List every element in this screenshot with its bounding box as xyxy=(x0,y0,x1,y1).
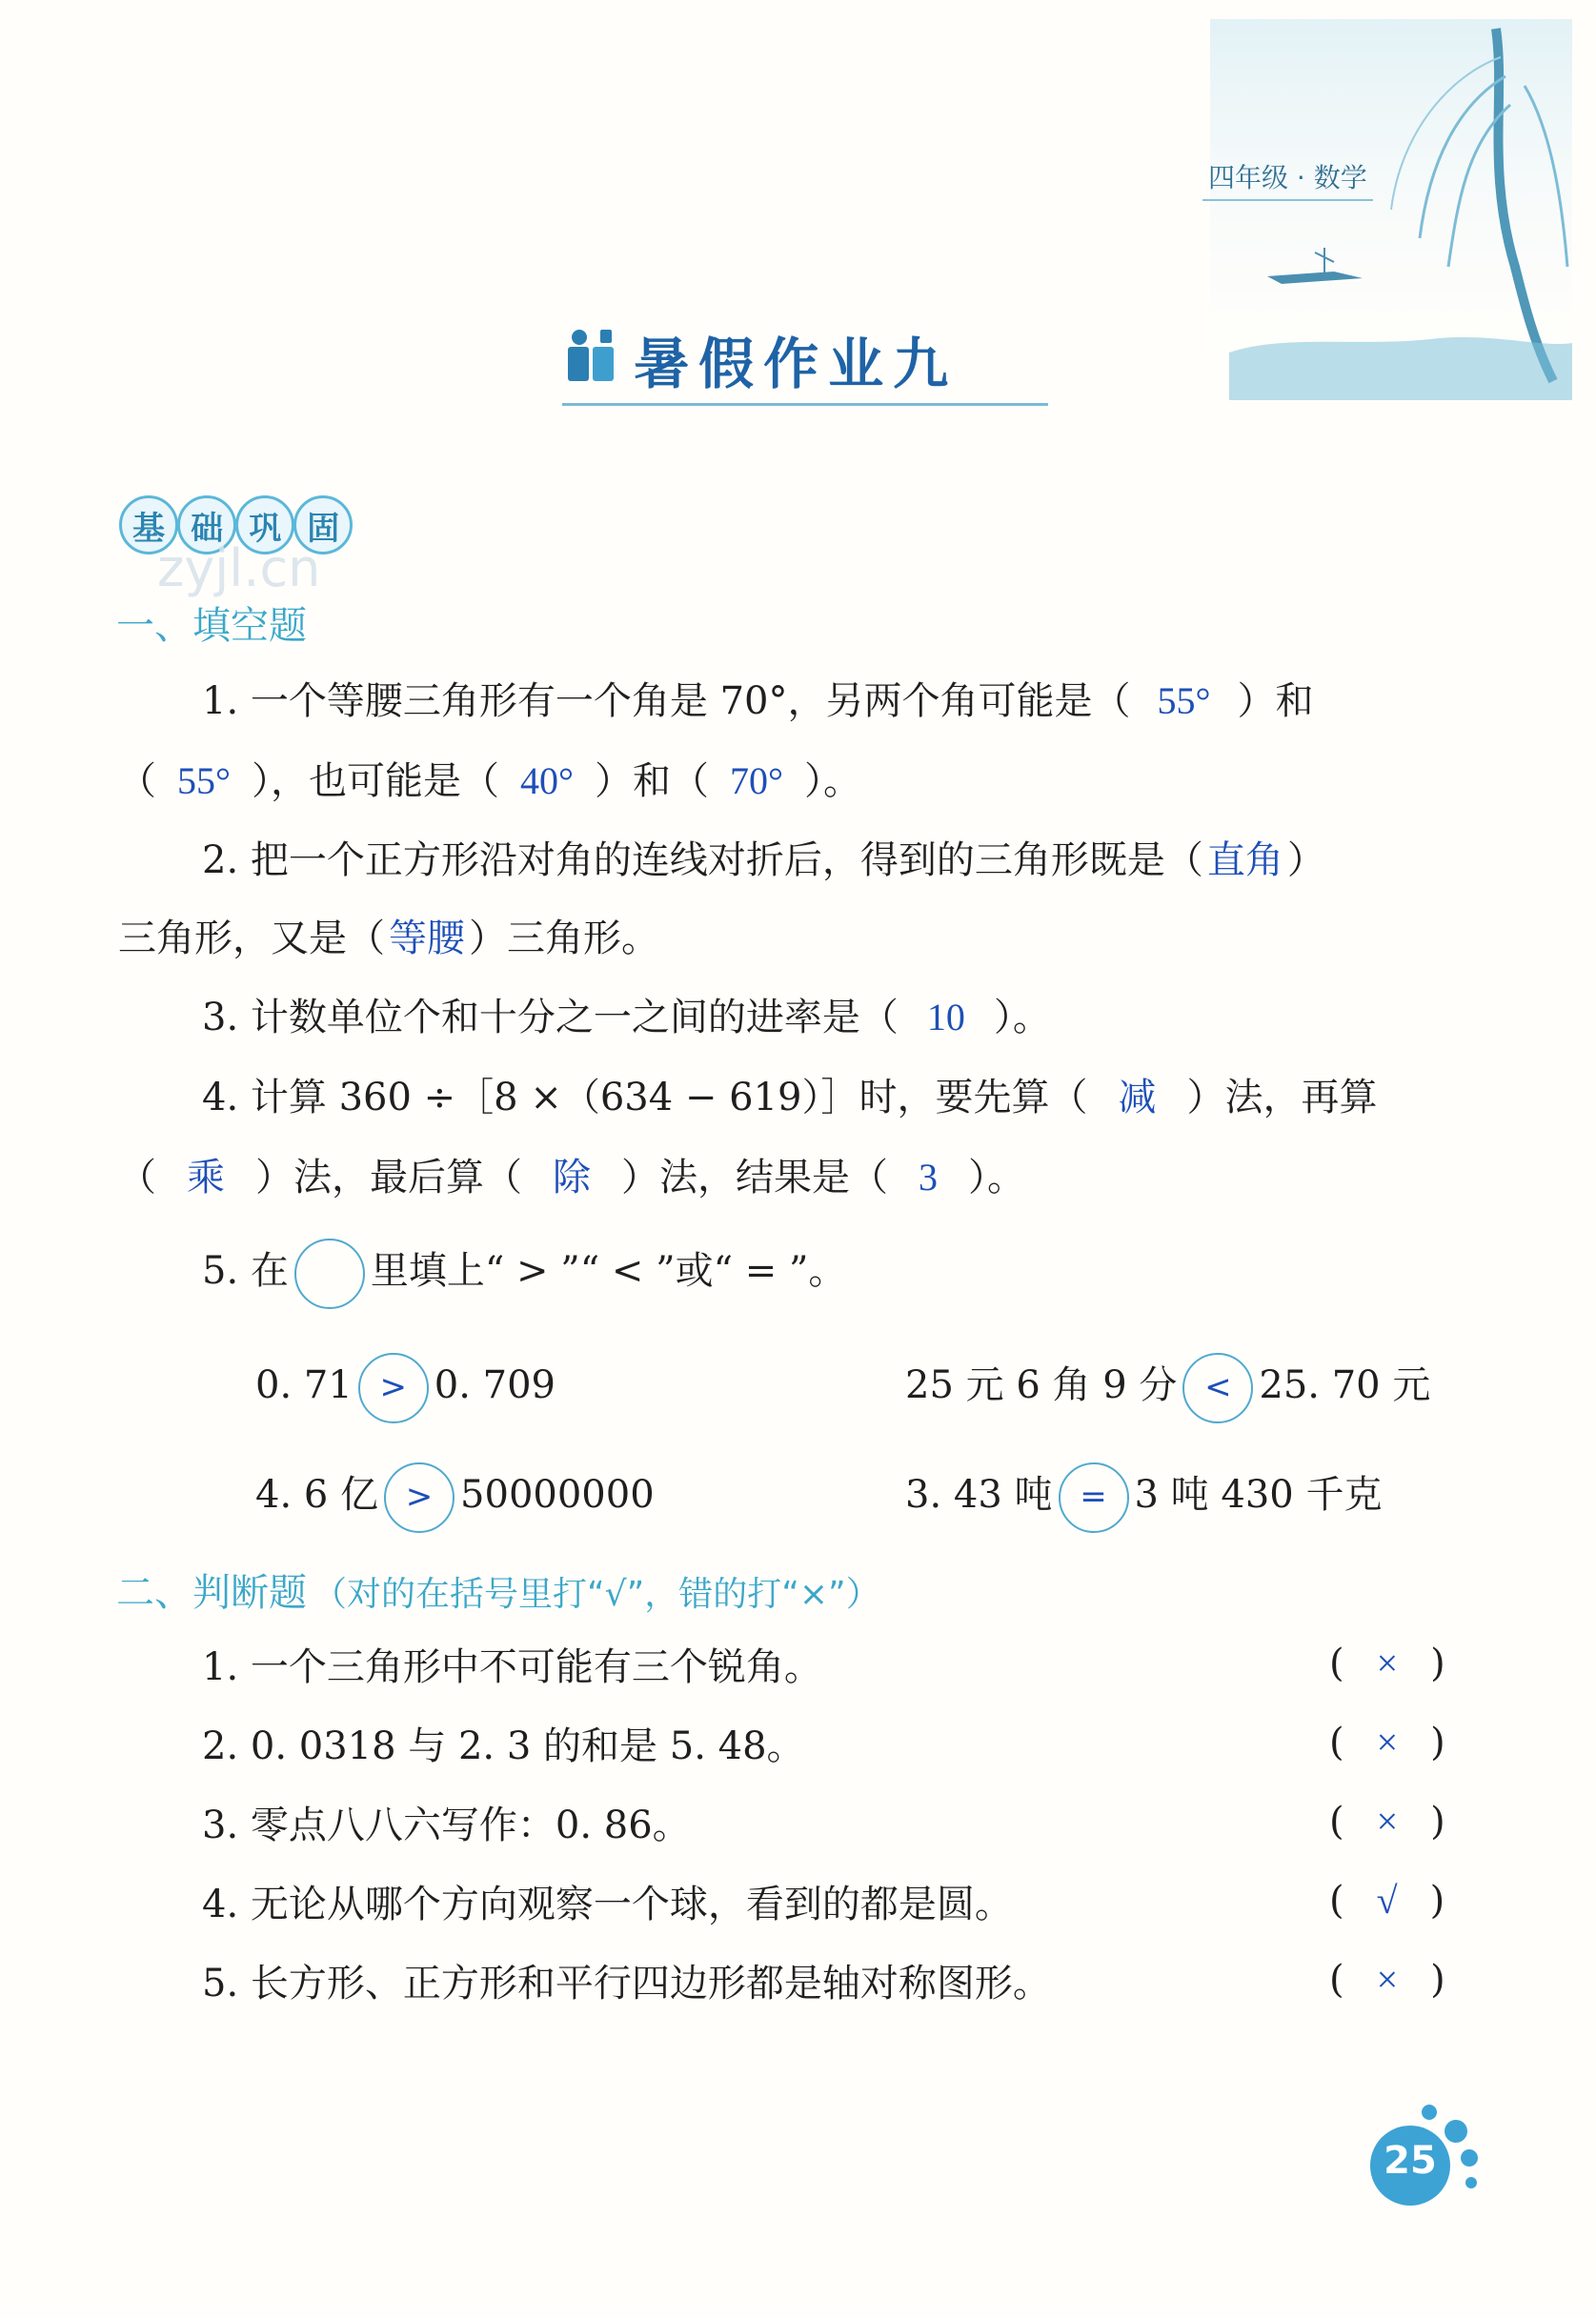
question-4-line-2 xyxy=(118,1151,1025,1204)
compare-value: 25 元 6 角 9 分 xyxy=(905,1363,1178,1407)
question-text: 1. 一个等腰三角形有一个角是 70°，另两个角可能是（ xyxy=(202,679,1131,723)
judge-answer-5: ( × ) xyxy=(1329,1958,1445,2002)
question-text: 2. 把一个正方形沿对角的连线对折后，得到的三角形既是（ xyxy=(202,838,1203,882)
question-text: ）法，最后算（ xyxy=(255,1156,522,1199)
compare-row-2-right xyxy=(905,1462,1382,1533)
compare-row-1-right xyxy=(905,1353,1430,1423)
question-4-line-1 xyxy=(202,1071,1378,1124)
compare-value: 3 吨 430 千克 xyxy=(1134,1473,1383,1517)
compare-value: 25. 70 元 xyxy=(1259,1363,1431,1407)
question-5 xyxy=(202,1239,846,1309)
answer: × xyxy=(1376,1958,1399,2001)
answer-circle: < xyxy=(1182,1353,1253,1423)
answer: 3 xyxy=(919,1156,938,1199)
answer-circle: > xyxy=(358,1353,429,1423)
question-text: ）。 xyxy=(993,996,1051,1039)
badge-char: 巩 xyxy=(235,495,294,554)
empty-circle xyxy=(294,1239,365,1309)
answer: 55° xyxy=(1157,679,1211,722)
answer: 除 xyxy=(553,1156,591,1199)
answer: × xyxy=(1376,1642,1399,1684)
judge-answer-2: ( × ) xyxy=(1329,1721,1445,1764)
compare-value: 4. 6 亿 xyxy=(255,1473,379,1517)
answer: × xyxy=(1376,1721,1399,1764)
judge-item-3: 3. 零点八八六写作：0. 86。 xyxy=(202,1804,691,1847)
judge-item-5: 5. 长方形、正方形和平行四边形都是轴对称图形。 xyxy=(202,1962,1051,2006)
question-text: ）。 xyxy=(804,759,861,803)
answer: 减 xyxy=(1118,1076,1157,1119)
answer: 40° xyxy=(520,759,574,802)
compare-row-2-left xyxy=(255,1462,655,1533)
answer: × xyxy=(1376,1800,1399,1843)
question-text: 三角形，又是（ xyxy=(118,917,385,960)
answer-circle: = xyxy=(1059,1462,1129,1533)
judge-item-2: 2. 0. 0318 与 2. 3 的和是 5. 48。 xyxy=(202,1724,805,1768)
question-text: ）三角形。 xyxy=(469,917,659,960)
question-2-line-1 xyxy=(202,834,1325,887)
badge-char: 础 xyxy=(177,495,236,554)
page-number: 25 xyxy=(1384,2139,1437,2183)
answer: 乘 xyxy=(187,1156,225,1199)
answer: √ xyxy=(1376,1879,1398,1922)
question-text: ） xyxy=(1286,838,1325,882)
section-title-judge xyxy=(116,1562,880,1617)
answer: 10 xyxy=(926,996,965,1038)
answer: 直角 xyxy=(1206,838,1283,881)
compare-value: 3. 43 吨 xyxy=(905,1473,1053,1517)
section-title-fill: 一、填空题 xyxy=(116,604,307,648)
judge-answer-1: ( × ) xyxy=(1329,1642,1445,1685)
answer: 70° xyxy=(730,759,783,802)
judge-item-1: 1. 一个三角形中不可能有三个锐角。 xyxy=(202,1645,822,1689)
judge-answer-4: ( √ ) xyxy=(1329,1879,1445,1923)
question-text: 3. 计数单位个和十分之一之间的进率是（ xyxy=(202,996,899,1039)
question-text: （ xyxy=(118,1156,156,1199)
page-title: 暑假作业九 xyxy=(634,332,959,396)
section-note: （对的在括号里打“√”，错的打“×”） xyxy=(313,1575,880,1614)
question-text: ）。 xyxy=(968,1156,1025,1199)
grade-subject-label: 四年级 · 数学 xyxy=(1202,157,1373,201)
landscape-illustration xyxy=(1210,19,1572,400)
judge-item-4: 4. 无论从哪个方向观察一个球，看到的都是圆。 xyxy=(202,1883,1013,1926)
question-text: ）法，结果是（ xyxy=(621,1156,888,1199)
question-text: 里填上“ > ”“ < ”或“ = ”。 xyxy=(370,1249,847,1293)
watermark: zyjl.cn xyxy=(157,538,321,598)
compare-value: 0. 71 xyxy=(255,1363,353,1407)
question-3 xyxy=(202,991,1051,1044)
question-text: ）和（ xyxy=(595,759,709,803)
compare-value: 0. 709 xyxy=(434,1363,556,1407)
badge-char: 固 xyxy=(293,495,353,554)
judge-answer-3: ( × ) xyxy=(1329,1800,1445,1844)
question-text: （ xyxy=(118,759,156,803)
question-text: ）和 xyxy=(1237,679,1314,723)
section-title-text: 二、判断题 xyxy=(116,1571,307,1615)
question-text: ），也可能是（ xyxy=(252,759,499,803)
question-text: 4. 计算 360 ÷［8 ×（634 − 619）］时，要先算（ xyxy=(202,1076,1088,1119)
answer: 等腰 xyxy=(389,917,465,959)
question-1-line-2 xyxy=(118,755,861,808)
badge-char: 基 xyxy=(119,495,178,554)
answer-circle: > xyxy=(384,1462,455,1533)
question-1-line-1 xyxy=(202,675,1314,728)
question-2-line-2 xyxy=(118,912,659,965)
title-underline xyxy=(562,403,1048,406)
book-icon xyxy=(562,326,629,393)
compare-row-1-left xyxy=(255,1353,556,1423)
page-title-block xyxy=(562,319,1048,406)
question-text: ）法，再算 xyxy=(1186,1076,1378,1119)
compare-value: 50000000 xyxy=(460,1473,655,1517)
answer: 55° xyxy=(177,759,231,802)
question-text: 5. 在 xyxy=(202,1249,289,1293)
